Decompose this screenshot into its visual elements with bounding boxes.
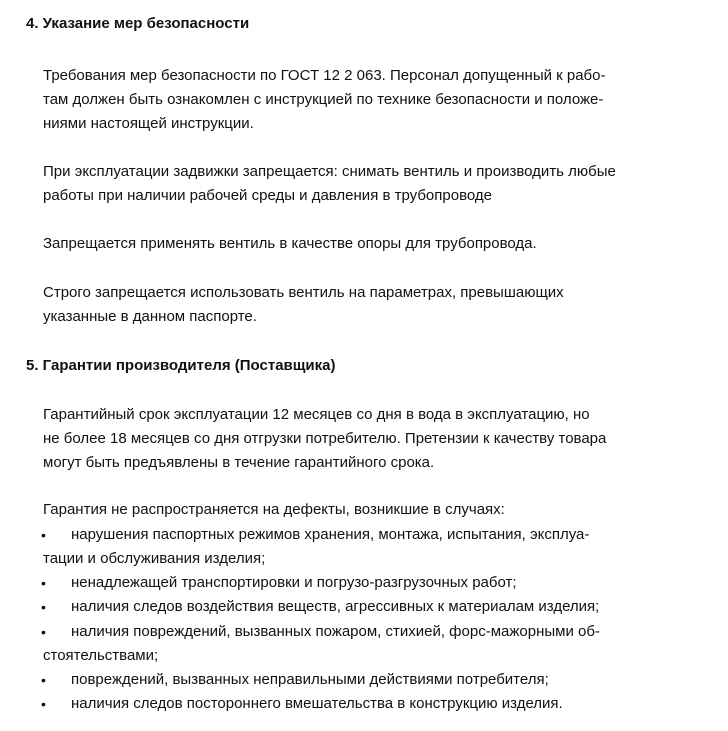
section-4-paragraph-1-line-2: там должен быть ознакомлен с инструкцией по технике безопасности и положе- (43, 91, 604, 108)
section-4-heading: 4. Указание мер безопасности (26, 15, 250, 32)
bullet-marker: • (41, 575, 46, 591)
section-5-paragraph-1-line-1: Гарантийный срок эксплуатации 12 месяцев со дня в вода в эксплуатацию, но (43, 406, 590, 423)
bullet-item-2-line-1: ненадлежащей транспортировки и погрузо-разгрузочных работ; (71, 574, 517, 591)
section-4-paragraph-2-line-1: При эксплуатации задвижки запрещается: снимать вентиль и производить любые (43, 163, 616, 180)
section-4-paragraph-3-line-1: Запрещается применять вентиль в качестве опоры для трубопровода. (43, 235, 537, 252)
bullet-item-4-line-1: наличия повреждений, вызванных пожаром, стихией, форс-мажорными об- (71, 623, 600, 640)
section-4-paragraph-1-line-1: Требования мер безопасности по ГОСТ 12 2 063. Персонал допущенный к рабо- (43, 67, 606, 84)
bullet-marker: • (41, 527, 46, 543)
section-4-paragraph-4-line-1: Строго запрещается использовать вентиль на параметрах, превышающих (43, 284, 564, 301)
section-5-heading: 5. Гарантии производителя (Поставщика) (26, 357, 336, 374)
section-5-paragraph-1-line-3: могут быть предъявлены в течение гарантийного срока. (43, 454, 435, 471)
section-4-paragraph-2-line-2: работы при наличии рабочей среды и давления в трубопроводе (43, 187, 492, 204)
bullet-item-1-line-1: нарушения паспортных режимов хранения, монтажа, испытания, эксплуа- (71, 526, 590, 543)
bullet-item-1-line-2: тации и обслуживания изделия; (43, 550, 266, 567)
bullet-marker: • (41, 672, 46, 688)
section-4-paragraph-1-line-3: ниями настоящей инструкции. (43, 115, 254, 132)
bullet-marker: • (41, 624, 46, 640)
bullet-item-6-line-1: наличия следов постороннего вмешательства в конструкцию изделия. (71, 695, 563, 712)
bullet-item-3-line-1: наличия следов воздействия веществ, агрессивных к материалам изделия; (71, 598, 600, 615)
section-4-paragraph-4-line-2: указанные в данном паспорте. (43, 308, 257, 325)
bullet-item-5-line-1: повреждений, вызванных неправильными действиями потребителя; (71, 671, 549, 688)
section-5-intro: Гарантия не распространяется на дефекты, возникшие в случаях: (43, 501, 505, 518)
section-5-paragraph-1-line-2: не более 18 месяцев со дня отгрузки потребителю. Претензии к качеству товара (43, 430, 607, 447)
bullet-marker: • (41, 696, 46, 712)
bullet-item-4-line-2: стоятельствами; (43, 647, 159, 664)
bullet-marker: • (41, 599, 46, 615)
